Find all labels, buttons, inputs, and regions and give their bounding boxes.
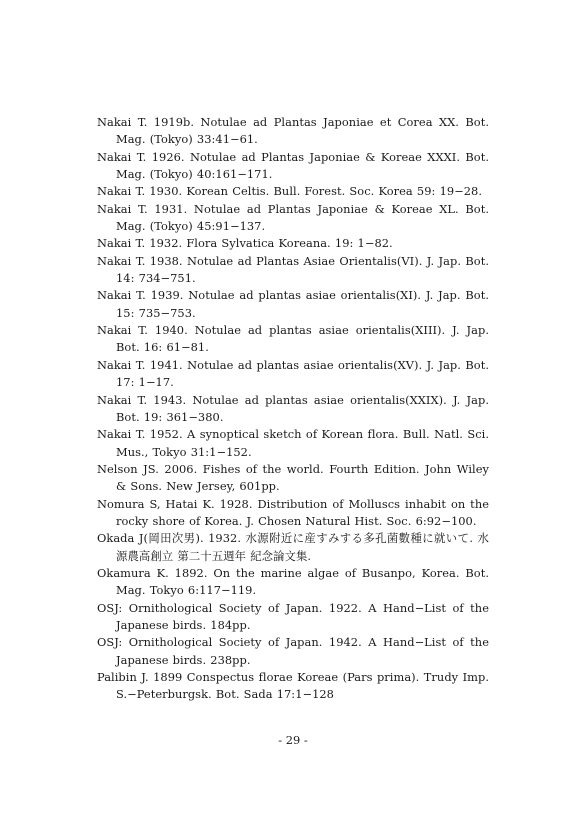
reference-entry: Nakai T. 1919b. Notulae ad Plantas Japoniae et Corea XX. Bot. Mag. (Tokyo) 33:41−61. <box>97 115 489 147</box>
reference-entry: Okada J(岡田次男). 1932. 水源附近に産すみする多孔菌數種に就いて. 水源農高創立 第二十五週年 紀念論文集. <box>97 531 489 563</box>
reference-entry: Palibin J. 1899 Conspectus florae Koreae (Pars prima). Trudy Imp. S.−Peterburgsk. Bot. Sada 17:1−128 <box>97 670 489 702</box>
reference-entry: Nakai T. 1938. Notulae ad Plantas Asiae Orientalis(VI). J. Jap. Bot. 14: 734−751. <box>97 253 489 286</box>
page-number: - 29 - <box>278 733 308 747</box>
reference-entry: Nakai T. 1952. A synoptical sketch of Korean flora. Bull. Natl. Sci. Mus., Tokyo 31:1−152. <box>97 427 489 459</box>
reference-list <box>97 114 489 704</box>
reference-entry: Nakai T. 1941. Notulae ad plantas asiae orientalis(XV). J. Jap. Bot. 17: 1−17. <box>97 357 489 390</box>
reference-entry: Nakai T. 1940. Notulae ad plantas asiae orientalis(XIII). J. Jap. Bot. 16: 61−81. <box>97 323 489 355</box>
reference-entry: Nakai T. 1931. Notulae ad Plantas Japoniae & Koreae XL. Bot. Mag. (Tokyo) 45:91−137. <box>97 201 489 234</box>
reference-entry: Nomura S, Hatai K. 1928. Distribution of Molluscs inhabit on the rocky shore of Korea. J. Chosen Natural Hist. Soc. 6:92−100. <box>97 496 489 528</box>
reference-entry: Nakai T. 1932. Flora Sylvatica Koreana. 19: 1−82. <box>97 236 393 251</box>
reference-entry: Nakai T. 1939. Notulae ad plantas asiae orientalis(XI). J. Jap. Bot. 15: 735−753. <box>97 288 489 320</box>
reference-entry: Nakai T. 1930. Korean Celtis. Bull. Forest. Soc. Korea 59: 19−28. <box>97 184 483 199</box>
reference-entry: OSJ: Ornithological Society of Japan. 1922. A Hand−List of the Japanese birds. 184pp. <box>97 600 489 632</box>
reference-entry: Nakai T. 1926. Notulae ad Plantas Japoniae & Koreae XXXI. Bot. Mag. (Tokyo) 40:161−171. <box>97 149 489 182</box>
reference-entry: OSJ: Ornithological Society of Japan. 1942. A Hand−List of the Japanese birds. 238pp. <box>97 635 489 667</box>
reference-entry: Nelson JS. 2006. Fishes of the world. Fourth Edition. John Wiley & Sons. New Jersey, 601pp. <box>97 461 489 494</box>
reference-entry: Nakai T. 1943. Notulae ad plantas asiae orientalis(XXIX). J. Jap. Bot. 19: 361−380. <box>97 392 489 424</box>
reference-entry: Okamura K. 1892. On the marine algae of Busanpo, Korea. Bot. Mag. Tokyo 6:117−119. <box>97 565 489 598</box>
